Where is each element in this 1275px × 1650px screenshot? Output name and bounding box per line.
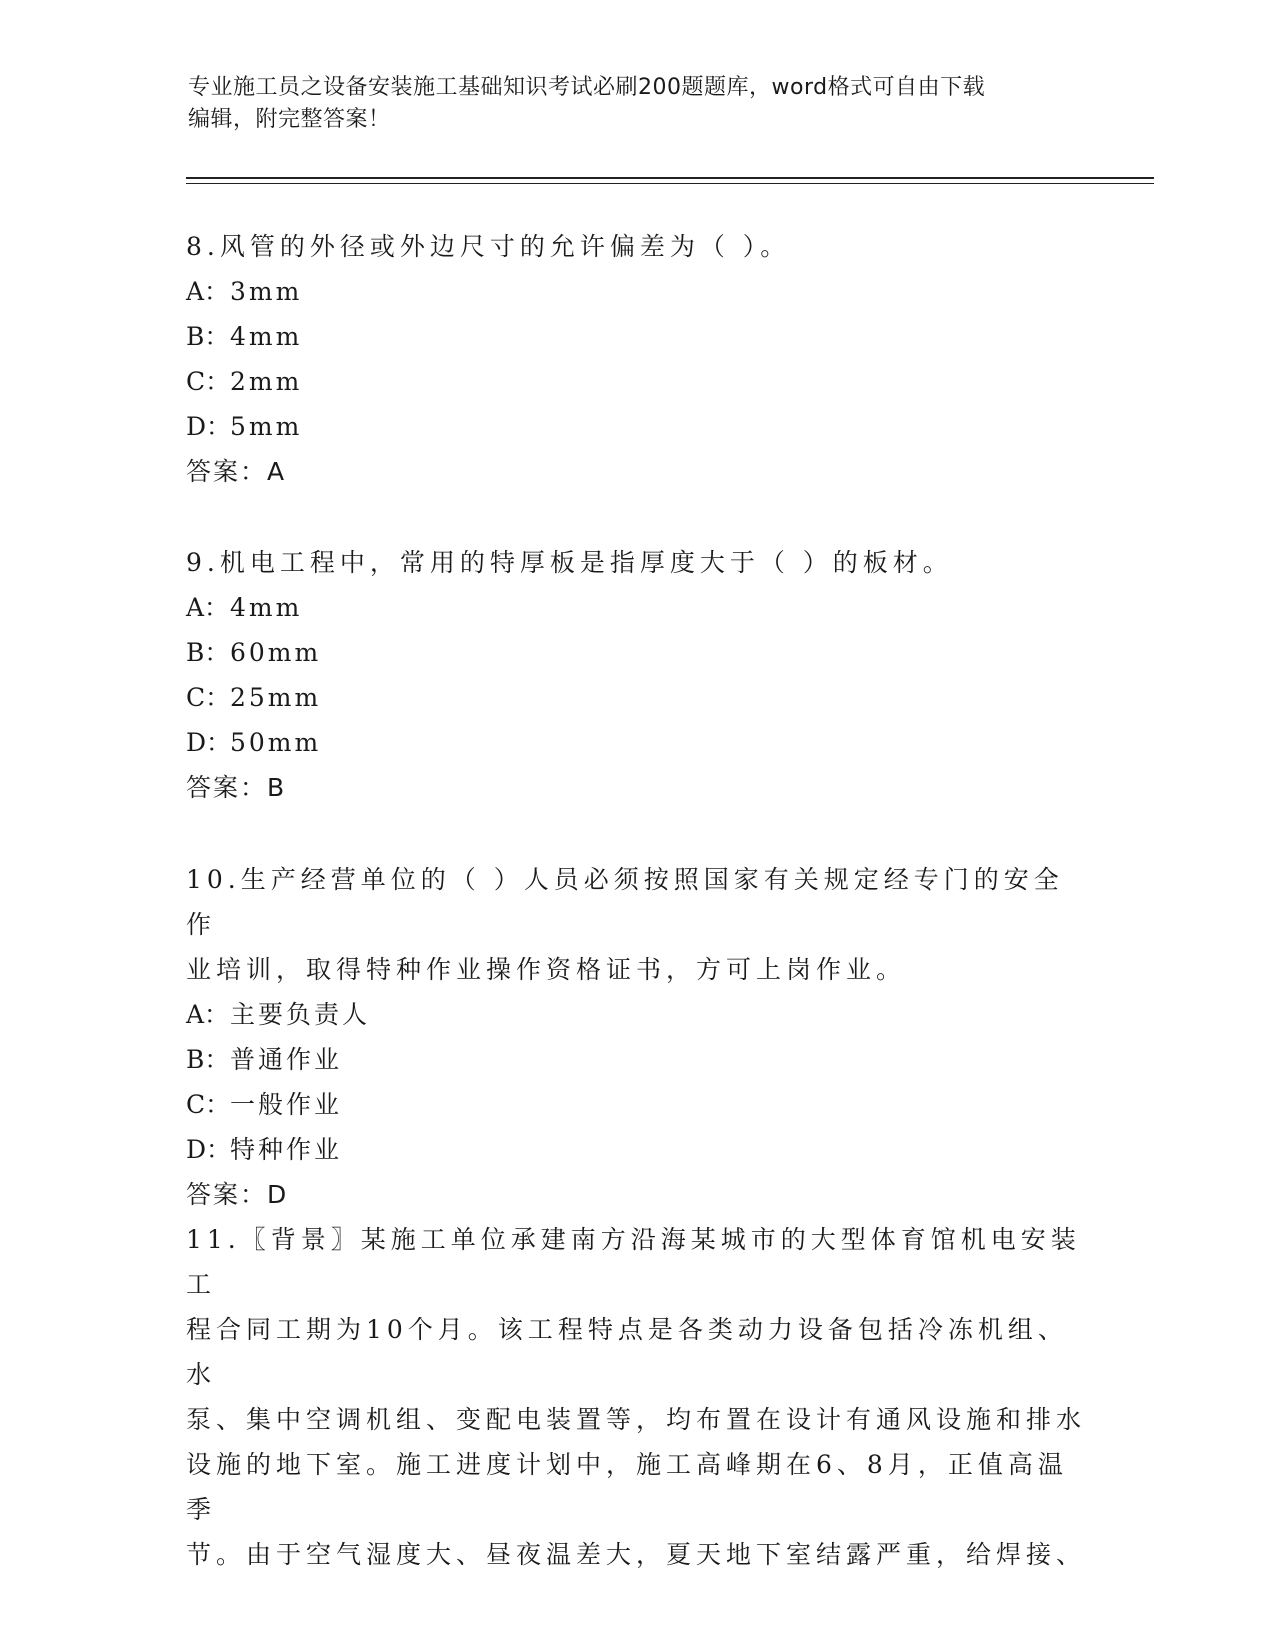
option-key: A：	[186, 593, 230, 622]
option-a	[186, 992, 1086, 1037]
option-key: C：	[186, 1090, 231, 1119]
option-value: 主要负责人	[230, 1000, 371, 1029]
option-value: 25mm	[230, 683, 322, 712]
option-key: C：	[186, 683, 231, 712]
option-b	[186, 1037, 1086, 1082]
header-line-2: 编辑，附完整答案！	[188, 107, 391, 132]
question-text: 9.机电工程中，常用的特厚板是指厚度大于（ ）的板材。	[186, 548, 953, 577]
option-key: B：	[186, 638, 230, 667]
option-d	[186, 1127, 1086, 1172]
question-text-line-5: 节。由于空气湿度大、昼夜温差大，夏天地下室结露严重，给焊接、	[186, 1540, 1087, 1569]
option-value: 60mm	[230, 638, 322, 667]
question-text-line-1: 11.〖背景〗某施工单位承建南方沿海某城市的大型体育馆机电安装工	[186, 1225, 1081, 1299]
header-divider-thick	[186, 177, 1154, 179]
option-c	[186, 1082, 1086, 1127]
option-a	[186, 585, 1086, 630]
option-key: D：	[186, 1135, 232, 1164]
option-b	[186, 314, 1086, 359]
document-header	[188, 72, 1088, 136]
question-text-line-4: 设施的地下室。施工进度计划中，施工高峰期在6、8月，正值高温季	[186, 1450, 1068, 1524]
option-key: B：	[186, 322, 230, 351]
option-d	[186, 404, 1086, 449]
option-value: 4mm	[230, 593, 303, 622]
option-key: B：	[186, 1045, 230, 1074]
header-line-1: 专业施工员之设备安装施工基础知识考试必刷200题题库，word格式可自由下载	[188, 75, 986, 100]
option-d	[186, 720, 1086, 765]
option-key: A：	[186, 1000, 230, 1029]
option-value: 5mm	[230, 412, 303, 441]
header-divider-thin	[186, 183, 1154, 184]
question-10	[186, 857, 1086, 1217]
question-text-line-1: 10.生产经营单位的（ ）人员必须按照国家有关规定经专门的安全作	[186, 865, 1064, 939]
question-9	[186, 540, 1086, 810]
option-value: 特种作业	[230, 1135, 343, 1164]
option-key: D：	[186, 728, 232, 757]
option-value: 4mm	[230, 322, 303, 351]
question-11	[186, 1217, 1086, 1577]
option-key: C：	[186, 367, 231, 396]
question-text: 8.风管的外径或外边尺寸的允许偏差为（ ）。	[186, 232, 791, 261]
option-key: D：	[186, 412, 232, 441]
option-a	[186, 269, 1086, 314]
option-c	[186, 359, 1086, 404]
option-value: 3mm	[230, 277, 303, 306]
option-value: 2mm	[230, 367, 303, 396]
option-b	[186, 630, 1086, 675]
option-value: 50mm	[230, 728, 322, 757]
option-value: 普通作业	[230, 1045, 343, 1074]
question-text-line-2: 程合同工期为10个月。该工程特点是各类动力设备包括冷冻机组、水	[186, 1315, 1068, 1389]
answer: 答案：D	[186, 1180, 289, 1209]
answer: 答案：A	[186, 457, 287, 486]
question-text-line-3: 泵、集中空调机组、变配电装置等，均布置在设计有通风设施和排水	[186, 1405, 1087, 1434]
option-value: 一般作业	[230, 1090, 343, 1119]
option-key: A：	[186, 277, 230, 306]
answer: 答案：B	[186, 773, 287, 802]
question-8	[186, 224, 1086, 494]
question-text-line-2: 业培训，取得特种作业操作资格证书，方可上岗作业。	[186, 955, 907, 984]
option-c	[186, 675, 1086, 720]
